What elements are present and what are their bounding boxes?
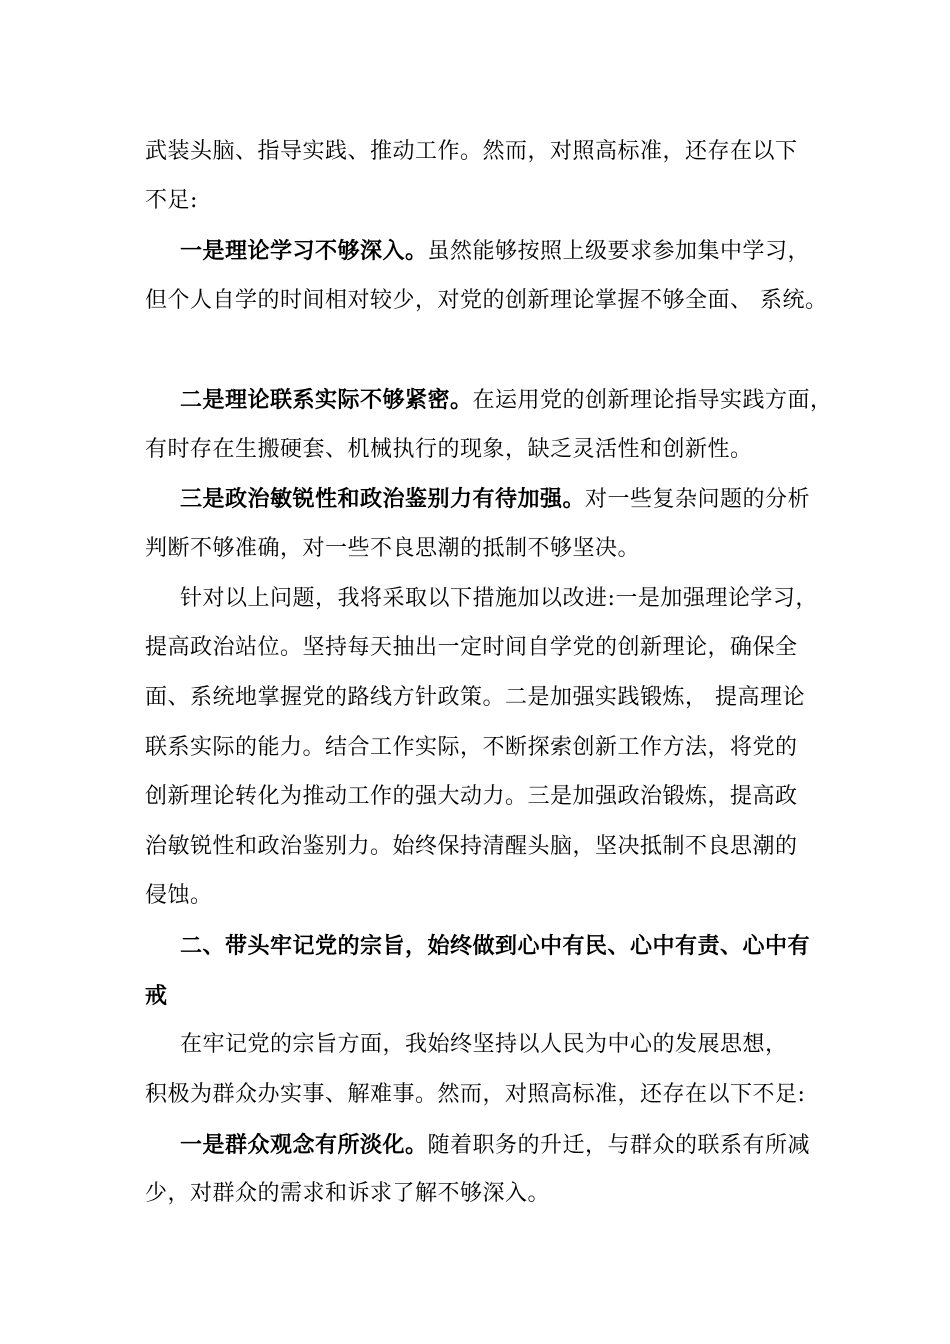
paragraph-line: 侵蚀。 xyxy=(145,883,213,908)
paragraph-line: 在牢记党的宗旨方面，我始终坚持以人民为中心的发展思想， xyxy=(180,1032,788,1057)
paragraph-line: 一是群众观念有所淡化。随着职务的升迁，与群众的联系有所减 xyxy=(180,1132,811,1158)
bold-lead: 一是群众观念有所淡化。 xyxy=(180,1132,428,1158)
paragraph-line: 有时存在生搬硬套、机械执行的现象，缺乏灵活性和创新性。 xyxy=(145,437,753,462)
bold-lead: 三是政治敏锐性和政治鉴别力有待加强。 xyxy=(180,486,586,512)
paragraph-line: 不足: xyxy=(145,188,198,213)
paragraph-line: 积极为群众办实事、解难事。然而，对照高标准，还存在以下不足: xyxy=(145,1082,806,1107)
paragraph-line: 针对以上问题，我将采取以下措施加以改进:一是加强理论学习， xyxy=(180,586,818,611)
paragraph-line: 武装头脑、指导实践、推动工作。然而，对照高标准，还存在以下 xyxy=(145,139,798,164)
paragraph-line: 治敏锐性和政治鉴别力。始终保持清醒头脑，坚决抵制不良思潮的 xyxy=(145,834,798,859)
paragraph-line: 判断不够准确，对一些不良思潮的抵制不够坚决。 xyxy=(145,536,641,561)
bold-lead: 一是理论学习不够深入。 xyxy=(180,238,428,264)
paragraph-line: 创新理论转化为推动工作的强大动力。三是加强政治锻炼，提高政 xyxy=(145,784,798,809)
paragraph-line: 三是政治敏锐性和政治鉴别力有待加强。对一些复杂问题的分析 xyxy=(180,486,811,512)
paragraph-line: 提高政治站位。坚持每天抽出一定时间自学党的创新理论，确保全 xyxy=(145,635,798,660)
paragraph-line: 联系实际的能力。结合工作实际，不断探索创新工作方法，将党的 xyxy=(145,735,798,760)
bold-lead: 二是理论联系实际不够紧密。 xyxy=(180,387,473,413)
section-heading: 戒 xyxy=(145,983,168,1009)
paragraph-line: 一是理论学习不够深入。虽然能够按照上级要求参加集中学习， xyxy=(180,238,811,264)
paragraph-line: 二是理论联系实际不够紧密。在运用党的创新理论指导实践方面， xyxy=(180,387,833,413)
paragraph-line: 但个人自学的时间相对较少，对党的创新理论掌握不够全面、 系统。 xyxy=(145,288,828,313)
paragraph-line: 面、系统地掌握党的路线方针政策。二是加强实践锻炼， 提高理论 xyxy=(145,685,805,710)
paragraph-line: 少，对群众的需求和诉求了解不够深入。 xyxy=(145,1181,551,1206)
section-heading: 二、带头牢记党的宗旨，始终做到心中有民、心中有责、心中有 xyxy=(180,933,811,959)
